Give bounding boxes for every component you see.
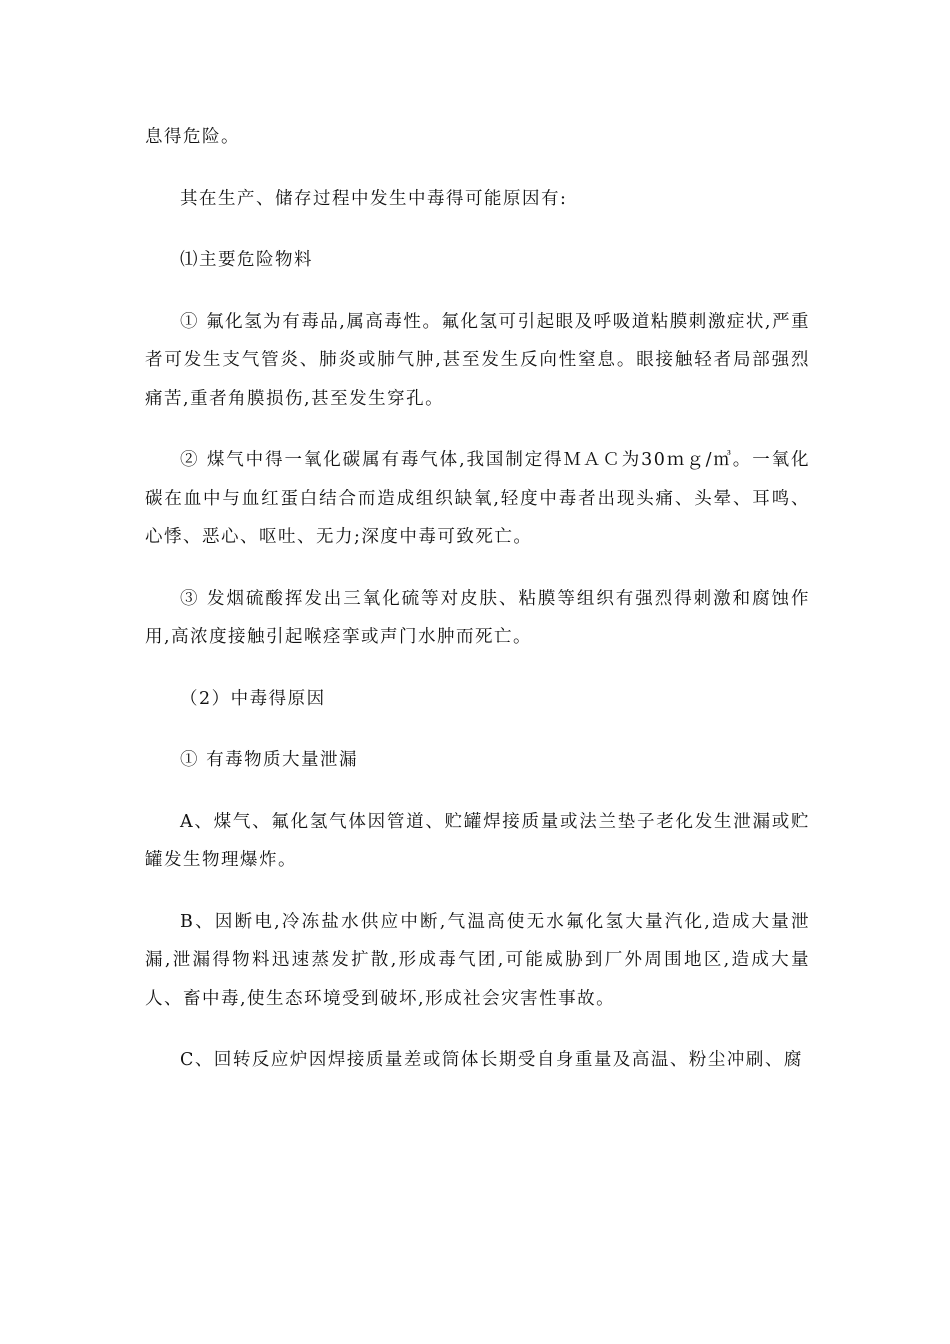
paragraph-carbon-monoxide: ② 煤气中得一氧化碳属有毒气体,我国制定得ＭＡＣ为30ｍｇ/㎥。一氧化碳在血中与血红蛋白结合而造成组织缺氧,轻度中毒者出现头痛、头晕、耳鸣、心悸、恶心、呕吐、无力;深度中毒可致死亡。 bbox=[145, 450, 810, 547]
paragraph-item-a: A、煤气、氟化氢气体因管道、贮罐焊接质量或法兰垫子老化发生泄漏或贮罐发生物理爆炸。 bbox=[145, 811, 810, 870]
document-body bbox=[145, 118, 810, 1103]
paragraph-item-c: C、回转反应炉因焊接质量差或筒体长期受自身重量及高温、粉尘冲刷、腐 bbox=[180, 1050, 803, 1070]
paragraph-oleum: ③ 发烟硫酸挥发出三氧化硫等对皮肤、粘膜等组织有强烈得刺激和腐蚀作用,高浓度接触引起喉痉挛或声门水肿而死亡。 bbox=[145, 588, 810, 647]
paragraph-continuation: 息得危险。 bbox=[145, 127, 240, 147]
paragraph-poisoning-causes-intro: 其在生产、储存过程中发生中毒得可能原因有: bbox=[180, 188, 568, 209]
paragraph-item-b: B、因断电,冷冻盐水供应中断,气温高使无水氟化氢大量汽化,造成大量泄漏,泄漏得物料迅速蒸发扩散,形成毒气团,可能威胁到厂外周围地区,造成大量人、畜中毒,使生态环境受到破坏,形成社会灾害性事故。 bbox=[145, 911, 810, 1009]
paragraph-hydrogen-fluoride: ① 氟化氢为有毒品,属高毒性。氟化氢可引起眼及呼吸道粘膜刺激症状,严重者可发生支气管炎、肺炎或肺气肿,甚至发生反向性窒息。眼接触轻者局部强烈痛苦,重者角膜损伤,甚至发生穿孔。 bbox=[145, 311, 810, 409]
heading-main-hazardous-materials: ⑴主要危险物料 bbox=[180, 250, 313, 270]
heading-toxic-leak: ① 有毒物质大量泄漏 bbox=[180, 750, 359, 770]
heading-poisoning-causes: （2）中毒得原因 bbox=[180, 688, 326, 709]
